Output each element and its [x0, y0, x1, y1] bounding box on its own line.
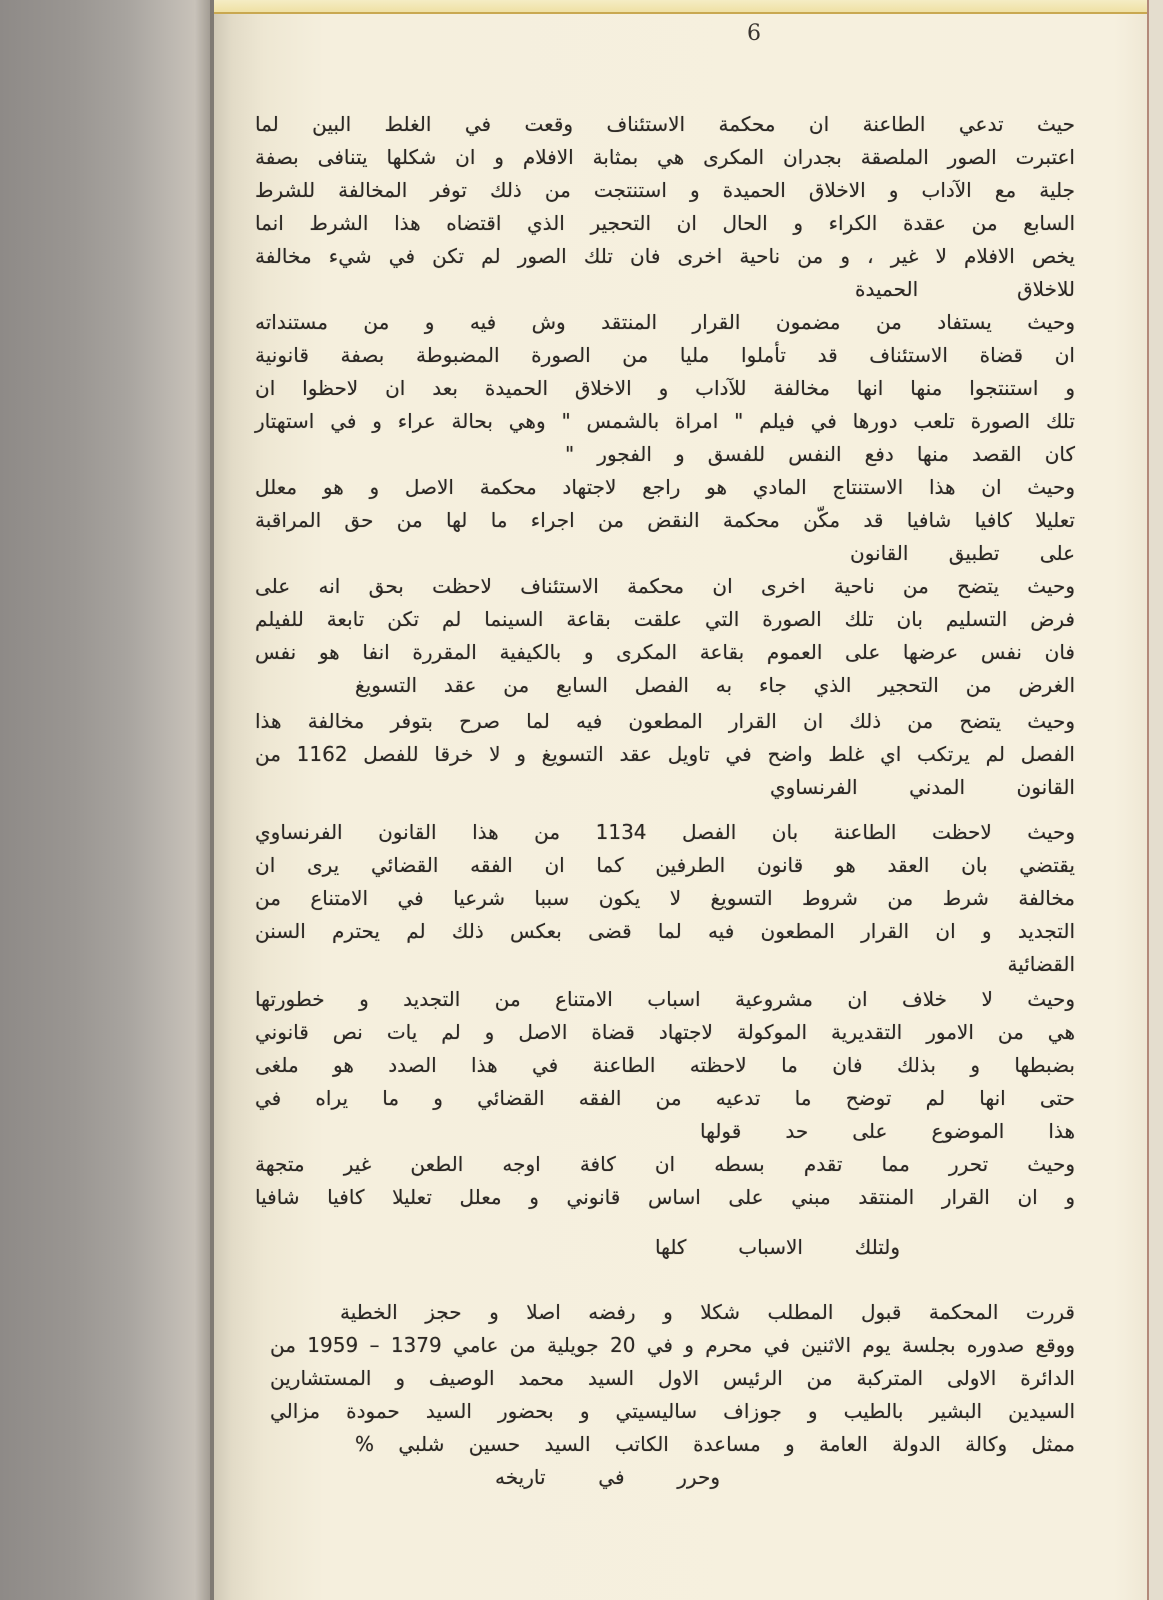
text-line: ووقع صدوره بجلسة يوم الاثنين في محرم و في 20 جويلية من عامي 1379 – 1959 من: [270, 1333, 1076, 1357]
text-line: وحرر في تاريخه: [495, 1465, 720, 1489]
text-line: وحيث ان هذا الاستنتاج المادي هو راجع لاجتهاد محكمة الاصل و هو معلل: [255, 475, 1075, 499]
text-line: فرض التسليم بان تلك الصورة التي علقت بقاعة السينما لم تكن تابعة للفيلم: [255, 607, 1075, 631]
text-line: السيدين البشير بالطيب و جوزاف ساليسيتي و بحضور السيد حمودة مزالي: [270, 1399, 1075, 1423]
text-line: وحيث يتضح من ناحية اخرى ان محكمة الاستئناف لاحظت بحق انه على: [255, 574, 1075, 598]
text-line: التجديد و ان القرار المطعون فيه لما قضى بعكس ذلك لم يحترم السنن: [255, 919, 1075, 943]
text-line: تعليلا كافيا شافيا قد مكّن محكمة النقض من اجراء ما لها من حق المراقبة: [255, 508, 1075, 532]
text-line: حيث تدعي الطاعنة ان محكمة الاستئناف وقعت في الغلط البين لما: [255, 112, 1075, 136]
paragraph: [255, 108, 1075, 306]
text-line: وحيث لاحظت الطاعنة بان الفصل 1134 من هذا القانون الفرنساوي: [255, 820, 1075, 844]
text-line: قررت المحكمة قبول المطلب شكلا و رفضه اصلا و حجز الخطية: [340, 1300, 1075, 1324]
text-line: هذا الموضوع على حد قولها: [700, 1119, 1075, 1143]
text-line: وحيث يستفاد من مضمون القرار المنتقد وش فيه و من مستنداته: [255, 310, 1075, 334]
text-line: هي من الامور التقديرية الموكولة لاجتهاد قضاة الاصل و لم يات نص قانوني: [255, 1020, 1075, 1044]
text-line: الغرض من التحجير الذي جاء به الفصل السابع من عقد التسويغ: [355, 673, 1075, 697]
text-line: الدائرة الاولى المتركبة من الرئيس الاول السيد محمد الوصيف و المستشارين: [270, 1366, 1075, 1390]
text-line: فان نفس عرضها على العموم بقاعة المكرى و بالكيفية المقررة انفا هو نفس: [255, 640, 1075, 664]
text-line: ان قضاة الاستئناف قد تأملوا مليا من الصورة المضبوطة بصفة قانونية: [255, 343, 1075, 367]
text-line: وحيث لا خلاف ان مشروعية اسباب الامتناع من التجديد و خطورتها: [255, 987, 1075, 1011]
text-line: جلية مع الآداب و الاخلاق الحميدة و استنتجت من ذلك توفر المخالفة للشرط: [255, 178, 1075, 202]
text-line: يخص الافلام لا غير ، و من ناحية اخرى فان تلك الصور لم تكن في شيء مخالفة: [255, 244, 1075, 268]
top-page-edge: [214, 0, 1163, 14]
right-margin: [1149, 0, 1163, 1600]
ruling-paragraph: [255, 1296, 1075, 1494]
text-line: و استنتجوا منها انها مخالفة للآداب و الاخلاق الحميدة بعد ان لاحظوا ان: [255, 376, 1075, 400]
paragraph: [255, 471, 1075, 570]
text-line: و ان القرار المنتقد مبني على اساس قانوني و معلل تعليلا كافيا شافيا: [255, 1185, 1075, 1209]
text-line: حتى انها لم توضح ما تدعيه من الفقه القضائي و ما يراه في: [255, 1086, 1075, 1110]
book-binding-shadow: [0, 0, 212, 1600]
text-line: الفصل لم يرتكب اي غلط واضح في تاويل عقد التسويغ و لا خرقا للفصل 1162 من: [255, 742, 1075, 766]
paragraph: [255, 306, 1075, 471]
text-line: القضائية: [1007, 952, 1075, 976]
text-line: تلك الصورة تلعب دورها في فيلم " امراة بالشمس " وهي بحالة عراء و في استهتار: [255, 409, 1075, 433]
text-line: اعتبرت الصور الملصقة بجدران المكرى هي بمثابة الافلام و ان شكلها يتنافى بصفة: [255, 145, 1075, 169]
text-line: يقتضي بان العقد هو قانون الطرفين كما ان الفقه القضائي يرى ان: [255, 853, 1075, 877]
paragraph: [255, 570, 1075, 702]
text-line: كان القصد منها دفع النفس للفسق و الفجور ": [565, 442, 1075, 466]
text-line: على تطبيق القانون: [850, 541, 1075, 565]
paragraph: [255, 816, 1075, 981]
paragraph: [255, 983, 1075, 1148]
paragraph: [255, 1148, 1075, 1214]
text-line: السابع من عقدة الكراء و الحال ان التحجير الذي اقتضاه هذا الشرط انما: [255, 211, 1075, 235]
text-line: مخالفة شرط من شروط التسويغ لا يكون سببا شرعيا في الامتناع من: [255, 886, 1075, 910]
text-line: بضبطها و بذلك فان ما لاحظته الطاعنة في هذا الصدد هو ملغى: [255, 1053, 1075, 1077]
paragraph: [255, 705, 1075, 804]
document-body: [255, 108, 1075, 1494]
text-line: وحيث تحرر مما تقدم بسطه ان كافة اوجه الطعن غير متجهة: [255, 1152, 1075, 1176]
closing-heading: ولتلك الاسباب كلها: [655, 1235, 900, 1259]
text-line: وحيث يتضح من ذلك ان القرار المطعون فيه لما صرح بتوفر مخالفة هذا: [255, 709, 1075, 733]
text-line: للاخلاق الحميدة: [855, 277, 1075, 301]
page-number: 6: [747, 21, 761, 46]
text-line: القانون المدني الفرنساوي: [770, 775, 1075, 799]
text-line: ممثل وكالة الدولة العامة و مساعدة الكاتب السيد حسين شلبي %: [355, 1432, 1075, 1456]
